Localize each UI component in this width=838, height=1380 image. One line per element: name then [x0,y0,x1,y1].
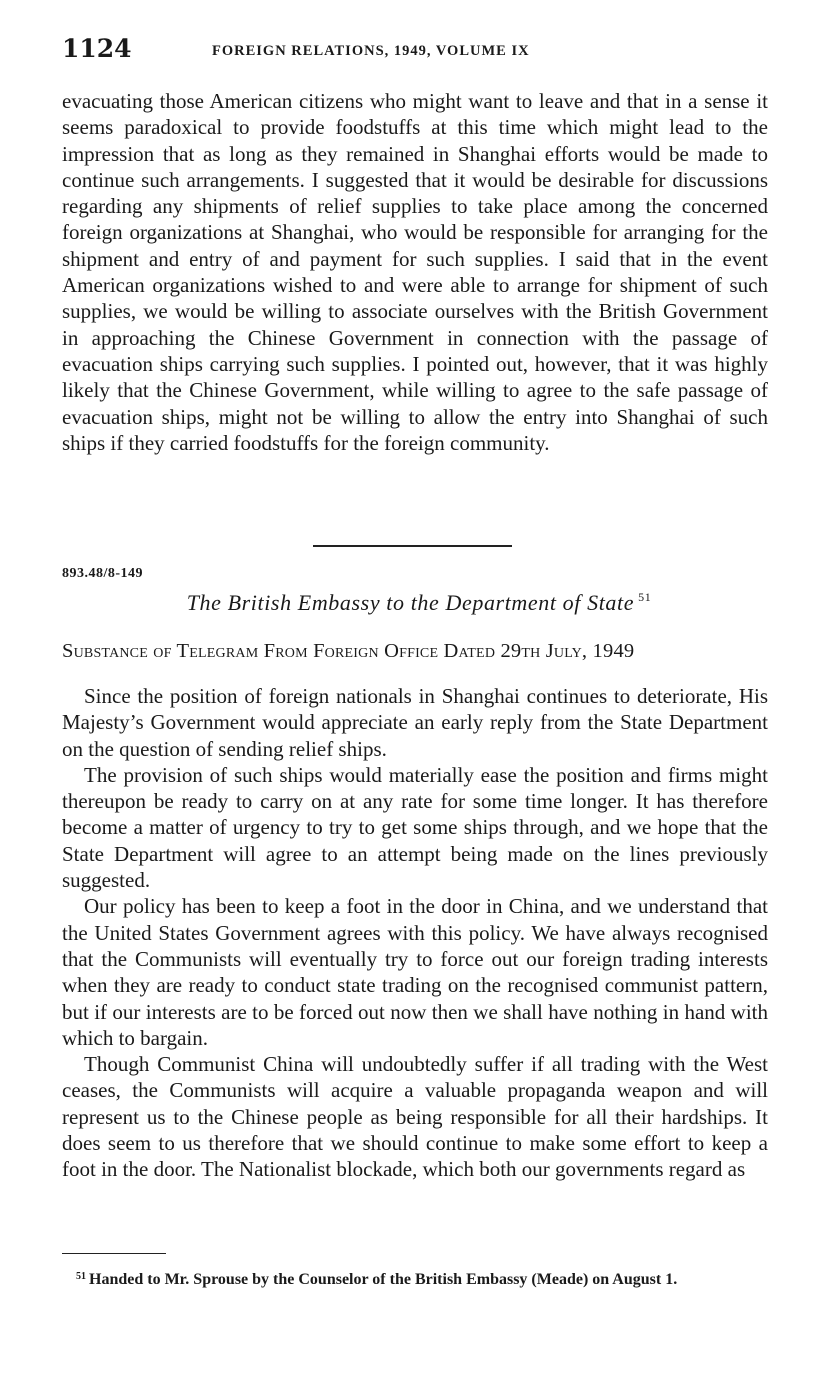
substance-date-text: 29th July, 1949 [500,640,635,662]
body-paragraph: Though Communist China will undoubtedly suffer if all trading with the West ceases, the Communists will acquire a valuable propaganda weapon and will represent us to the Chinese people as being responsible for all their hardships. It does seem to us therefore that we should continue to make some effort to keep a foot in the door. The Nationalist blockade, which both our governments regard as [62,1052,768,1182]
substance-heading [62,640,768,663]
document-title-text: The British Embassy to the Department of State [186,590,635,615]
body-paragraph: Since the position of foreign nationals in Shanghai continues to deteriorate, His Majesty’s Government would appreciate an early reply from the State Department on the question of sending relief ships. [62,684,768,761]
footnote-number: 51 [76,1271,86,1282]
footnote-divider [62,1253,166,1254]
footnote-reference: 51 [638,590,652,604]
footnote [62,1266,768,1291]
page-header [62,34,768,66]
footnote-text: Handed to Mr. Sprouse by the Counselor of the British Embassy (Meade) on August 1. [89,1271,678,1288]
continuation-paragraph: evacuating those American citizens who might want to leave and that in a sense it seems paradoxical to provide foodstuffs at this time which might lead to the impression that as long as they remained in Shanghai efforts would be made to continue such arrangements. I suggested that it would be desirable for discussions regarding any shipments of relief supplies to take place among the concerned foreign organizations at Shanghai, who would be responsible for arranging for the shipment and entry of and payment for such supplies. I said that in the event American organizations wished to and were able to arrange for shipment of such supplies, we would be willing to associate ourselves with the British Government in approaching the Chinese Government in connection with the passage of evacuation ships carrying such supplies. I pointed out, however, that it was highly likely that the Chinese Government, while willing to agree to the safe passage of evacuation ships, might not be willing to allow the entry into Shanghai of such ships if they carried foodstuffs for the foreign community. [62,89,768,455]
page-number: 1124 [62,34,132,63]
body-paragraph: The provision of such ships would materially ease the position and firms might thereupon be ready to carry on at any rate for some time longer. It has therefore become a matter of urgency to try to get some ships through, and we hope that the State Department will agree to an attempt being made on the lines previously suggested. [62,762,768,893]
body-paragraph: Our policy has been to keep a foot in the door in China, and we understand that the United States Government agrees with this policy. We have always recognised that the Communists will eventually try to force out our foreign trading interests when they are ready to conduct state trading on the recognised communist pattern, but if our interests are to be forced out now then we shall have nothing in hand with which to bargain. [62,894,768,1050]
telegram-body [62,683,768,1183]
section-divider [313,545,512,547]
file-number: 893.48/8-149 [62,566,144,581]
substance-date [500,640,634,662]
running-head: FOREIGN RELATIONS, 1949, VOLUME IX [212,43,530,59]
document-title [0,590,838,616]
continuation-section [62,88,768,456]
substance-label: Substance of Telegram From Foreign Office Dated [62,640,496,662]
